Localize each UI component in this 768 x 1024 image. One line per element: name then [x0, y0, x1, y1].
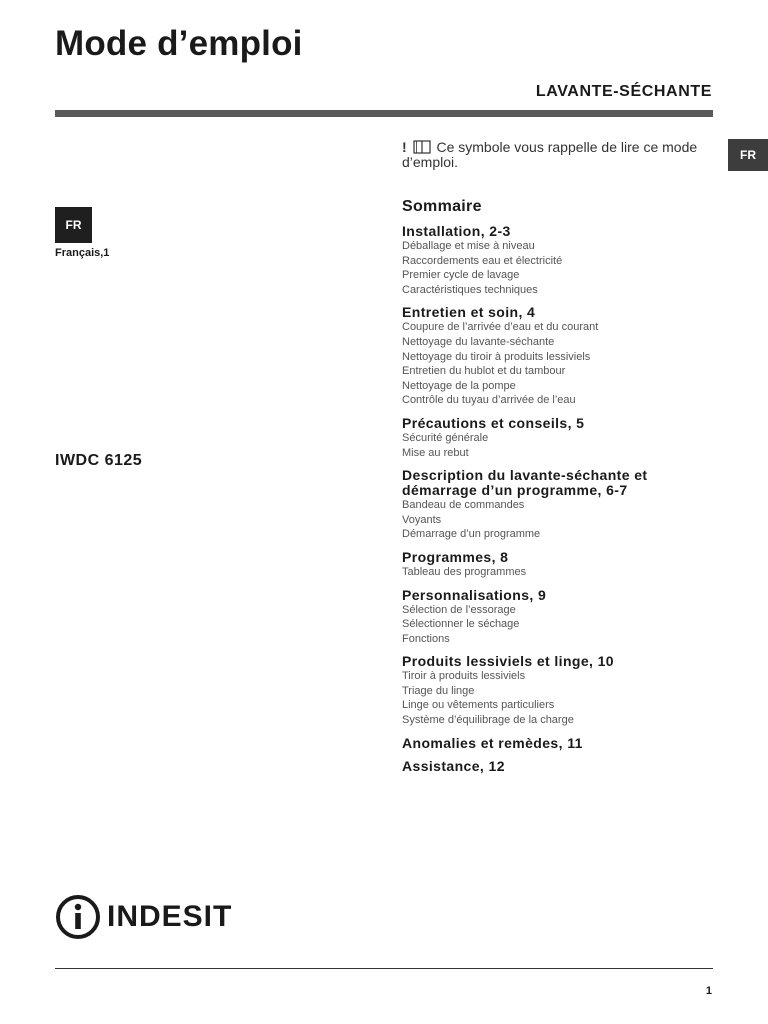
toc-section: [402, 550, 717, 580]
toc-section-title: Précautions et conseils, 5: [402, 414, 585, 431]
toc-section: [402, 305, 717, 408]
toc-subitem: Premier cycle de lavage: [402, 269, 520, 282]
toc-section-title: Produits lessiviels et linge, 10: [402, 653, 614, 670]
toc-section-title: Installation, 2-3: [402, 223, 511, 239]
toc-section: [402, 759, 717, 774]
toc-subitem: Tableau des programmes: [402, 565, 527, 578]
language-badge: FR: [55, 207, 92, 243]
notice-text: Ce symbole vous rappelle de lire ce mode d’emploi.: [402, 139, 698, 170]
language-label: Français,1: [55, 247, 110, 259]
toc-subitem: Démarrage d’un programme: [402, 528, 541, 541]
toc-subitem: Déballage et mise à niveau: [402, 240, 535, 252]
toc-section: [402, 416, 717, 460]
toc-subitem: Nettoyage de la pompe: [402, 379, 516, 392]
notice-mark: !: [402, 139, 407, 155]
toc-section-title: Description du lavante-séchante et démarrage d’un programme, 6-7: [402, 467, 648, 499]
toc-subitem: Raccordements eau et électricité: [402, 254, 563, 267]
toc-section: [402, 224, 717, 297]
toc-subitem: Sécurité générale: [402, 431, 489, 444]
toc-subitem: Caractéristiques techniques: [402, 283, 538, 296]
toc-subitem: Sélection de l’essorage: [402, 603, 516, 616]
indesit-logo-icon: [55, 894, 101, 940]
product-type: LAVANTE-SÉCHANTE: [535, 83, 712, 100]
header-divider: [55, 110, 713, 117]
toc-heading: Sommaire: [402, 198, 482, 215]
toc-subitem: Nettoyage du tiroir à produits lessiviels: [402, 350, 591, 363]
language-side-tab: FR: [728, 139, 768, 171]
toc-section: [402, 468, 717, 542]
toc-subitem: Coupure de l’arrivée d’eau et du courant: [402, 321, 599, 334]
toc-subitem: Contrôle du tuyau d’arrivée de l’eau: [402, 394, 576, 407]
toc-section-title: Programmes, 8: [402, 548, 509, 565]
toc-column: [402, 140, 717, 782]
toc-subitem: Mise au rebut: [402, 446, 469, 459]
brand-name: INDESIT: [107, 900, 233, 933]
read-manual-notice: [402, 140, 717, 170]
toc-section: [402, 588, 717, 647]
brand-logo: [55, 894, 232, 940]
toc-subitem: Bandeau de commandes: [402, 499, 525, 512]
footer-divider: [55, 968, 713, 969]
page-number: 1: [705, 985, 712, 997]
toc-subitem: Fonctions: [402, 632, 450, 645]
model-number: IWDC 6125: [55, 452, 143, 469]
toc-section: [402, 736, 717, 751]
toc-subitem: Système d’équilibrage de la charge: [402, 714, 574, 727]
book-icon: [411, 139, 437, 155]
toc-subitem: Linge ou vêtements particuliers: [402, 699, 555, 712]
toc-subitem: Sélectionner le séchage: [402, 618, 520, 631]
toc-section-title: Personnalisations, 9: [402, 586, 547, 603]
toc-subitem: Entretien du hublot et du tambour: [402, 365, 566, 378]
toc-subitem: Tiroir à produits lessiviels: [402, 670, 526, 683]
toc-section-title: Assistance, 12: [402, 757, 505, 774]
toc-subitem: Nettoyage du lavante-séchante: [402, 335, 555, 348]
toc-subitem: Voyants: [402, 513, 442, 526]
toc-section-title: Anomalies et remèdes, 11: [402, 734, 583, 751]
document-title: Mode d’emploi: [55, 24, 303, 63]
toc-subitem: Triage du linge: [402, 684, 475, 697]
toc-section-title: Entretien et soin, 4: [402, 304, 536, 321]
toc-list: [402, 224, 717, 774]
toc-section: [402, 654, 717, 727]
